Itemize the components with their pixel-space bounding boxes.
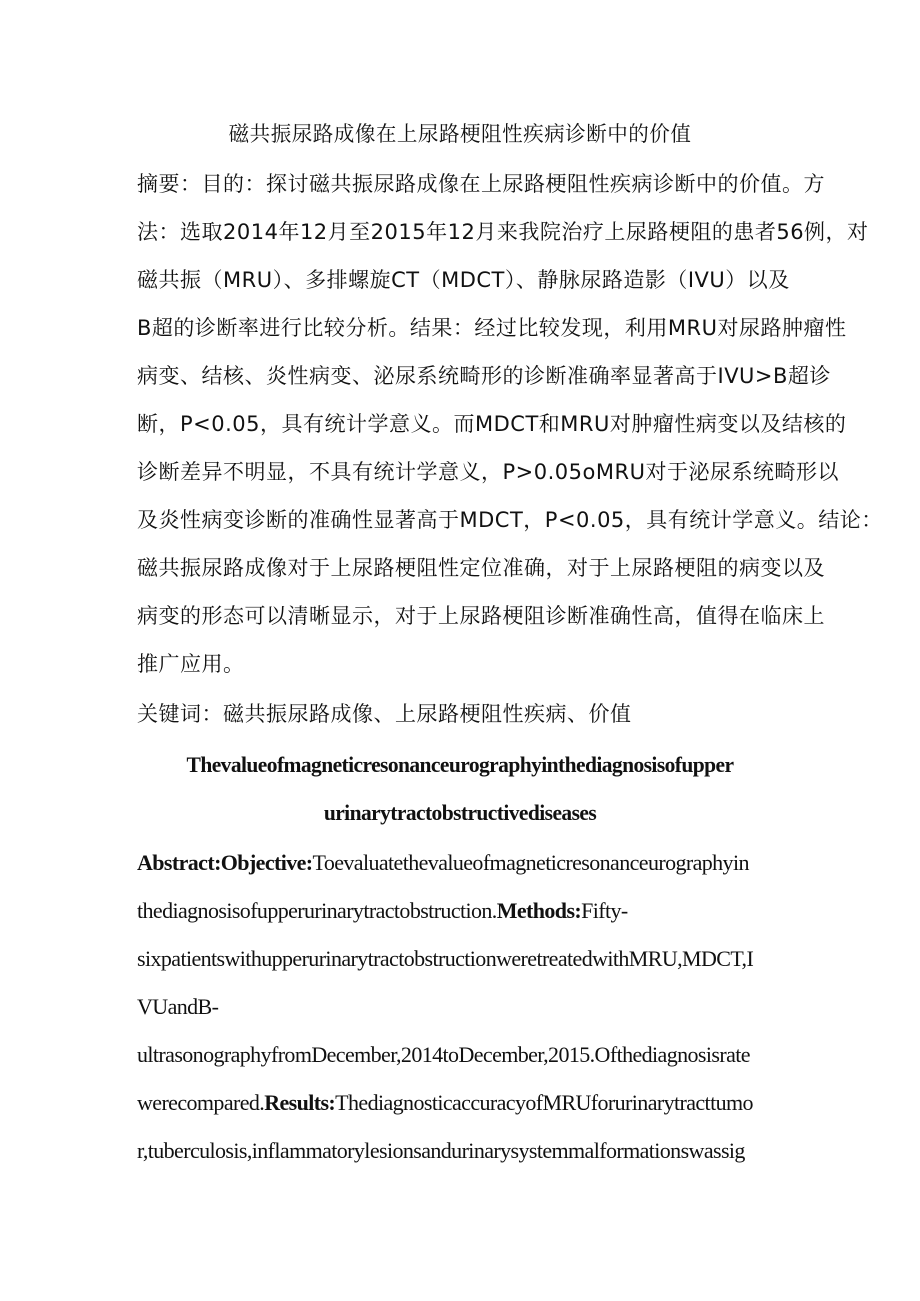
abstract-en-line [137, 898, 628, 924]
abstract-results-label: Results: [264, 1090, 336, 1115]
english-title-line: urinarytractobstructivediseases [323, 800, 597, 825]
abstract-zh-line: 磁共振（MRU）、多排螺旋CT（MDCT）、静脉尿路造影（IVU）以及 [137, 268, 790, 292]
abstract-en-line: VUandB- [137, 994, 219, 1019]
abstract-en-text: Toevaluatethevalueofmagneticresonanceurographyin [312, 850, 749, 875]
chinese-title: 磁共振尿路成像在上尿路梗阻性疾病诊断中的价值 [228, 122, 692, 146]
abstract-en-text: werecompared. [137, 1090, 265, 1115]
abstract-en-text: thediagnosisofupperurinarytractobstruction. [137, 898, 497, 923]
abstract-en-line: sixpatientswithupperurinarytractobstructionweretreatedwithMRU,MDCT,I [137, 946, 754, 971]
abstract-en-text: Fifty- [581, 898, 628, 923]
abstract-en-line: r,tuberculosis,inflammatorylesionsandurinarysystemmalformationswassig [137, 1138, 745, 1163]
chinese-keywords: 关键词：磁共振尿路成像、上尿路梗阻性疾病、价值 [137, 702, 632, 726]
abstract-en-text: ThediagnosticaccuracyofMRUforurinarytracttumo [335, 1090, 753, 1115]
abstract-zh-line: 及炎性病变诊断的准确性显著高于MDCT，P<0.05，具有统计学意义。结论： [137, 508, 883, 532]
abstract-en-line [137, 1090, 753, 1116]
abstract-zh-line: 病变的形态可以清晰显示，对于上尿路梗阻诊断准确性高，值得在临床上 [137, 604, 825, 628]
abstract-zh-line: 断，P<0.05，具有统计学意义。而MDCT和MRU对肿瘤性病变以及结核的 [137, 412, 847, 436]
abstract-zh-line: 摘要：目的：探讨磁共振尿路成像在上尿路梗阻性疾病诊断中的价值。方 [137, 172, 825, 196]
abstract-zh-line: 磁共振尿路成像对于上尿路梗阻性定位准确，对于上尿路梗阻的病变以及 [137, 556, 825, 580]
abstract-zh-line: 病变、结核、炎性病变、泌尿系统畸形的诊断准确率显著高于IVU>B超诊 [137, 364, 831, 388]
abstract-en-line: ultrasonographyfromDecember,2014toDecember,2015.Ofthediagnosisrate [137, 1042, 750, 1067]
english-title-line: Thevalueofmagneticresonanceurographyinthediagnosisofupper [186, 752, 734, 777]
abstract-zh-line: 诊断差异不明显，不具有统计学意义，P>0.05oMRU对于泌尿系统畸形以 [137, 460, 839, 484]
abstract-zh-line: B超的诊断率进行比较分析。结果：经过比较发现，利用MRU对尿路肿瘤性 [137, 316, 847, 340]
abstract-methods-label: Methods: [496, 898, 582, 923]
abstract-en-line [137, 850, 749, 876]
abstract-zh-line: 推广应用。 [137, 652, 245, 676]
abstract-objective-label: Abstract:Objective: [137, 850, 313, 875]
abstract-zh-line: 法：选取2014年12月至2015年12月来我院治疗上尿路梗阻的患者56例，对 [137, 220, 869, 244]
